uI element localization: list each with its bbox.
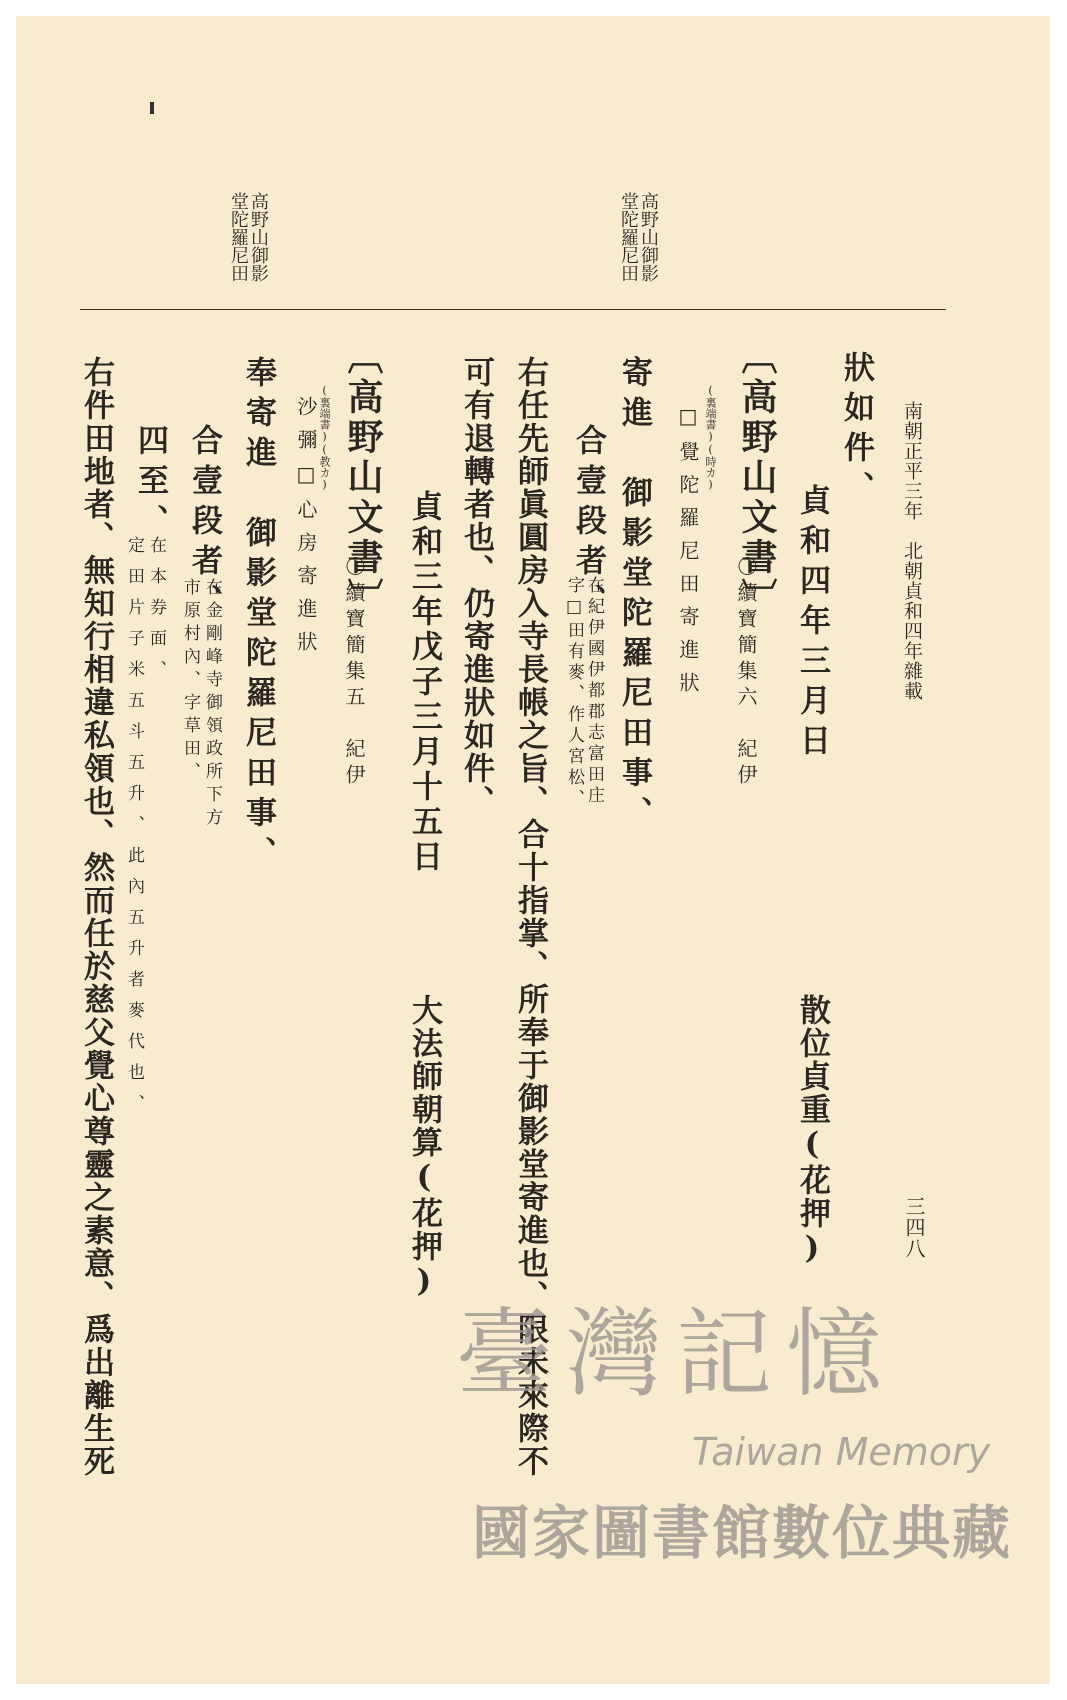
doc2-line4: 可有退轉者也、仍寄進狀如件、 <box>458 356 494 818</box>
running-title: 南朝正平三年 北朝貞和四年雜載 <box>901 401 923 701</box>
doc2-line2: 合壹段者、 <box>570 424 606 624</box>
doc3-line2-note-b: 市原村內、字草田、 <box>180 578 200 785</box>
doc3-source-ref: 〇續寶簡集五 紀伊 <box>342 556 366 790</box>
doc3-source-title: 〔高野山文書〕 <box>342 338 384 618</box>
doc1-lead: 狀如件、 <box>838 351 874 511</box>
doc1-signer: 散位貞重(花押) <box>794 994 830 1268</box>
doc2-line1: 寄進 御影堂陀羅尼田事、 <box>616 356 652 836</box>
doc3-line2-note-a: 在金剛峰寺御領政所下方 <box>202 578 222 831</box>
margin-note: 高野山御影堂陀羅尼田 <box>228 192 269 282</box>
doc1-date: 貞和四年三月日 <box>794 484 830 764</box>
page-number: 三四八 <box>902 1196 926 1259</box>
watermark-latin: Taiwan Memory <box>692 1430 991 1474</box>
doc2-line2-note-b: 字□田有麥、作人宮松、 <box>564 576 584 810</box>
doc3-annotation: (裏端書)(教カ) <box>318 384 331 491</box>
doc3-line1: 奉寄進 御影堂陀羅尼田事、 <box>240 356 276 876</box>
ink-mark <box>150 102 154 114</box>
doc3-line3: 四至、 <box>132 424 168 544</box>
doc2-heading: □覺陀羅尼田寄進狀 <box>676 404 700 705</box>
doc3-line4: 右件田地者、無知行相違私領也、然而任於慈父覺心尊靈之素意、爲出離生死 <box>78 356 114 1478</box>
doc2-line2-note-a: 在紀伊國伊都郡志富田庄 <box>584 576 604 807</box>
doc3-line3-note-a: 在本券面、 <box>146 536 166 691</box>
margin-note: 高野山御影堂陀羅尼田 <box>618 192 659 282</box>
doc2-source-ref: 〇續寶簡集六 紀伊 <box>734 556 758 790</box>
doc3-line2: 合壹段者、 <box>186 424 222 624</box>
document-page <box>16 16 1050 1684</box>
doc2-signer: 大法師朝算(花押) <box>406 994 442 1301</box>
doc3-heading: 沙彌□心房寄進狀 <box>294 396 318 664</box>
doc2-source-title: 〔高野山文書〕 <box>736 338 778 618</box>
doc2-annotation: (裏端書)(時カ) <box>704 384 717 491</box>
doc2-date: 貞和三年戊子三月十五日 <box>406 490 442 875</box>
doc2-line3: 右任先師眞圓房入寺長帳之旨、合十指掌、所奉于御影堂寄進也、限未來際不 <box>512 356 548 1478</box>
watermark-org: 國家圖書館數位典藏 <box>472 1499 1013 1567</box>
doc3-line3-note-b: 定田片子米五斗五升、此內五升者麥代也、 <box>124 536 144 1125</box>
horizontal-rule <box>80 309 946 310</box>
watermark-logo: 臺灣記憶 <box>456 1298 896 1410</box>
